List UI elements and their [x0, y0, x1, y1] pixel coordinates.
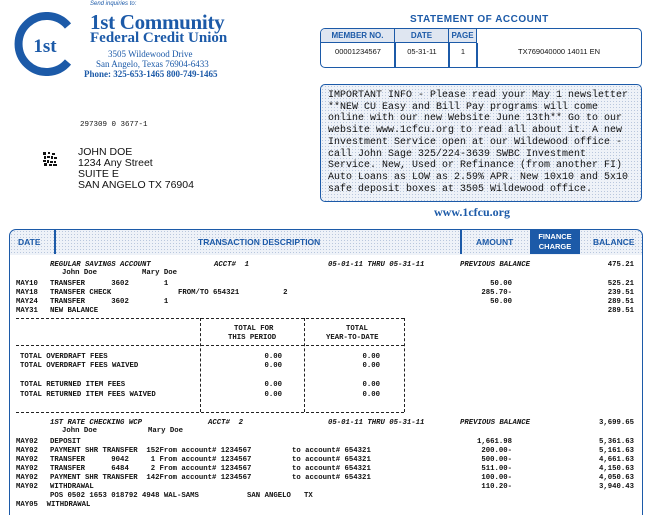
- website-link[interactable]: www.1cfcu.org: [434, 205, 510, 219]
- credit-union-logo: [14, 12, 78, 76]
- fee-box-right: [404, 318, 405, 412]
- row-amount: 1,661.98: [476, 438, 512, 446]
- row-desc: TRANSFER CHECK: [50, 289, 112, 297]
- statement-title: STATEMENT OF ACCOUNT: [410, 14, 549, 25]
- checking-prev-balance: 3,699.65: [598, 419, 634, 427]
- savings-owner-2: Mary Doe: [142, 269, 178, 277]
- row-to: to account# 654321: [292, 447, 371, 455]
- member-name: JOHN DOE: [78, 146, 133, 158]
- row-date: MAY02: [16, 483, 38, 491]
- fee-box-divider-1: [200, 318, 201, 412]
- member-street: 1234 Any Street: [78, 157, 153, 169]
- cut-off-row: MAY05 WITHDRAWAL: [16, 501, 91, 509]
- statement-code: TX769040000 14011 EN: [517, 47, 600, 56]
- credit-union-street: 3505 Wildewood Drive: [108, 49, 193, 59]
- savings-owner-1: John Doe: [62, 269, 98, 277]
- row-date: MAY10: [16, 280, 38, 288]
- barcode-icon: [43, 152, 57, 166]
- fee-label: TOTAL RETURNED ITEM FEES WAIVED: [20, 391, 156, 399]
- page-value: 1: [460, 47, 466, 56]
- row-desc: TRANSFER 9042 1 From account# 1234567: [50, 456, 252, 464]
- statement-box: [320, 28, 642, 68]
- transaction-header: [9, 229, 643, 255]
- fee-label: TOTAL OVERDRAFT FEES WAIVED: [20, 362, 139, 370]
- fee-ytd: 0.00: [362, 381, 380, 389]
- fee-period: 0.00: [264, 381, 282, 389]
- fee-col1-line2: THIS PERIOD: [228, 334, 277, 342]
- send-inquiries-label: Send inquiries to:: [90, 1, 137, 7]
- row-desc: WITHDRAWAL: [50, 483, 94, 491]
- checking-title: 1ST RATE CHECKING WCP: [50, 419, 142, 427]
- row-desc: TRANSFER 6484 2 From account# 1234567: [50, 465, 252, 473]
- checking-acct: ACCT# 2: [208, 419, 244, 427]
- row-balance: 289.51: [607, 307, 634, 315]
- row-date: MAY02: [16, 465, 38, 473]
- member-no-header: MEMBER NO.: [321, 29, 395, 43]
- row-to: to account# 654321: [292, 465, 371, 473]
- row-date: MAY02: [16, 474, 38, 482]
- fee-box-header-line: [16, 345, 404, 346]
- row-balance: 5,161.63: [598, 447, 634, 455]
- credit-union-phone: Phone: 325-653-1465 800-749-1465: [84, 69, 218, 79]
- logo-text: 1st: [33, 36, 57, 57]
- fee-col1-line1: TOTAL FOR: [234, 325, 274, 333]
- row-balance: 3,940.43: [598, 483, 634, 491]
- savings-title: REGULAR SAVINGS ACCOUNT: [50, 261, 151, 269]
- member-no-value: 00001234567: [335, 47, 381, 56]
- savings-prev-balance: 475.21: [607, 261, 634, 269]
- row-extra: FROM/TO 654321 2: [178, 289, 288, 297]
- balance-column-header: BALANCE: [593, 237, 635, 247]
- amount-column-header: AMOUNT: [476, 237, 514, 247]
- savings-period: 05-01-11 THRU 05-31-11: [328, 261, 425, 269]
- checking-owner-2: Mary Doe: [148, 427, 184, 435]
- row-amount: 500.00-: [481, 456, 512, 464]
- fee-ytd: 0.00: [362, 353, 380, 361]
- row-desc: NEW BALANCE: [50, 307, 99, 315]
- date-value: 05-31-11: [407, 47, 437, 56]
- date-column-header: DATE: [18, 237, 41, 247]
- row-amount: 100.00-: [481, 474, 512, 482]
- row-balance: 239.51: [607, 289, 634, 297]
- fee-label: TOTAL OVERDRAFT FEES: [20, 353, 108, 361]
- member-city: SAN ANGELO TX 76904: [78, 179, 194, 191]
- credit-union-city: San Angelo, Texas 76904-6433: [96, 59, 209, 69]
- row-desc: TRANSFER 3602 1: [50, 298, 169, 306]
- credit-union-subname: Federal Credit Union: [90, 30, 228, 46]
- fee-period: 0.00: [264, 353, 282, 361]
- fee-period: 0.00: [264, 362, 282, 370]
- fee-period: 0.00: [264, 391, 282, 399]
- checking-prev-label: PREVIOUS BALANCE: [460, 419, 531, 427]
- row-amount: 50.00: [490, 280, 512, 288]
- row-amount: 50.00: [490, 298, 512, 306]
- row-balance: 4,661.63: [598, 456, 634, 464]
- row-desc: PAYMENT SHR TRANSFER 152From account# 1234567: [50, 447, 252, 455]
- fee-col2-line2: YEAR-TO-DATE: [326, 334, 379, 342]
- row-date: MAY18: [16, 289, 38, 297]
- description-column-header: TRANSACTION DESCRIPTION: [198, 237, 321, 247]
- row-desc: TRANSFER 3602 1: [50, 280, 169, 288]
- row-to: to account# 654321: [292, 456, 371, 464]
- row-amount: 110.20-: [481, 483, 512, 491]
- row-balance: 289.51: [607, 298, 634, 306]
- pos-detail-line: POS 0502 1653 018792 4948 WAL-SAMS SAN ANGELO TX: [50, 492, 313, 500]
- row-amount: 200.00-: [481, 447, 512, 455]
- row-to: to account# 654321: [292, 474, 371, 482]
- finance-charge-column-header: [530, 230, 580, 254]
- account-reference: 297309 0 3677-1: [80, 121, 148, 129]
- row-amount: 285.70-: [481, 289, 512, 297]
- fee-box-divider-2: [304, 318, 305, 412]
- fee-box-bottom: [16, 412, 404, 413]
- date-header: DATE: [395, 29, 449, 43]
- finance-label: FINANCE: [538, 232, 572, 241]
- savings-acct: ACCT# 1: [214, 261, 250, 269]
- row-desc: DEPOSIT: [50, 438, 81, 446]
- row-amount: 511.00-: [481, 465, 512, 473]
- important-info-text: IMPORTANT INFO - Please read your May 1 newsletter **NEW CU Easy and Bill Pay programs will come online with our new Website June 13th** Go to our website www.1cfcu.org to read all about it. A new Investment Service open at our Wildewood office - call John Sage 325/224-3639 SWBC Investment Service. New, Used or Refinance (from another FI) Auto Loans as LOW as 2.59% APR. New 10x10 and 5x10 safe deposit boxes at 3505 Wildewood office.: [328, 90, 629, 195]
- row-date: MAY02: [16, 447, 38, 455]
- row-balance: 525.21: [607, 280, 634, 288]
- row-date: MAY02: [16, 456, 38, 464]
- fee-box-top: [16, 318, 404, 319]
- fee-ytd: 0.00: [362, 362, 380, 370]
- row-balance: 5,361.63: [598, 438, 634, 446]
- row-date: MAY31: [16, 307, 38, 315]
- credit-union-name: 1st Community: [90, 10, 225, 34]
- row-date: MAY24: [16, 298, 38, 306]
- page-header: PAGE: [449, 29, 477, 43]
- checking-owner-1: John Doe: [62, 427, 98, 435]
- fee-label: TOTAL RETURNED ITEM FEES: [20, 381, 126, 389]
- row-balance: 4,050.63: [598, 474, 634, 482]
- savings-prev-label: PREVIOUS BALANCE: [460, 261, 531, 269]
- fee-col2-line1: TOTAL: [346, 325, 368, 333]
- charge-label: CHARGE: [538, 242, 572, 251]
- checking-period: 05-01-11 THRU 05-31-11: [328, 419, 425, 427]
- row-desc: PAYMENT SHR TRANSFER 142From account# 1234567: [50, 474, 252, 482]
- row-balance: 4,150.63: [598, 465, 634, 473]
- fee-ytd: 0.00: [362, 391, 380, 399]
- row-date: MAY02: [16, 438, 38, 446]
- member-suite: SUITE E: [78, 168, 119, 180]
